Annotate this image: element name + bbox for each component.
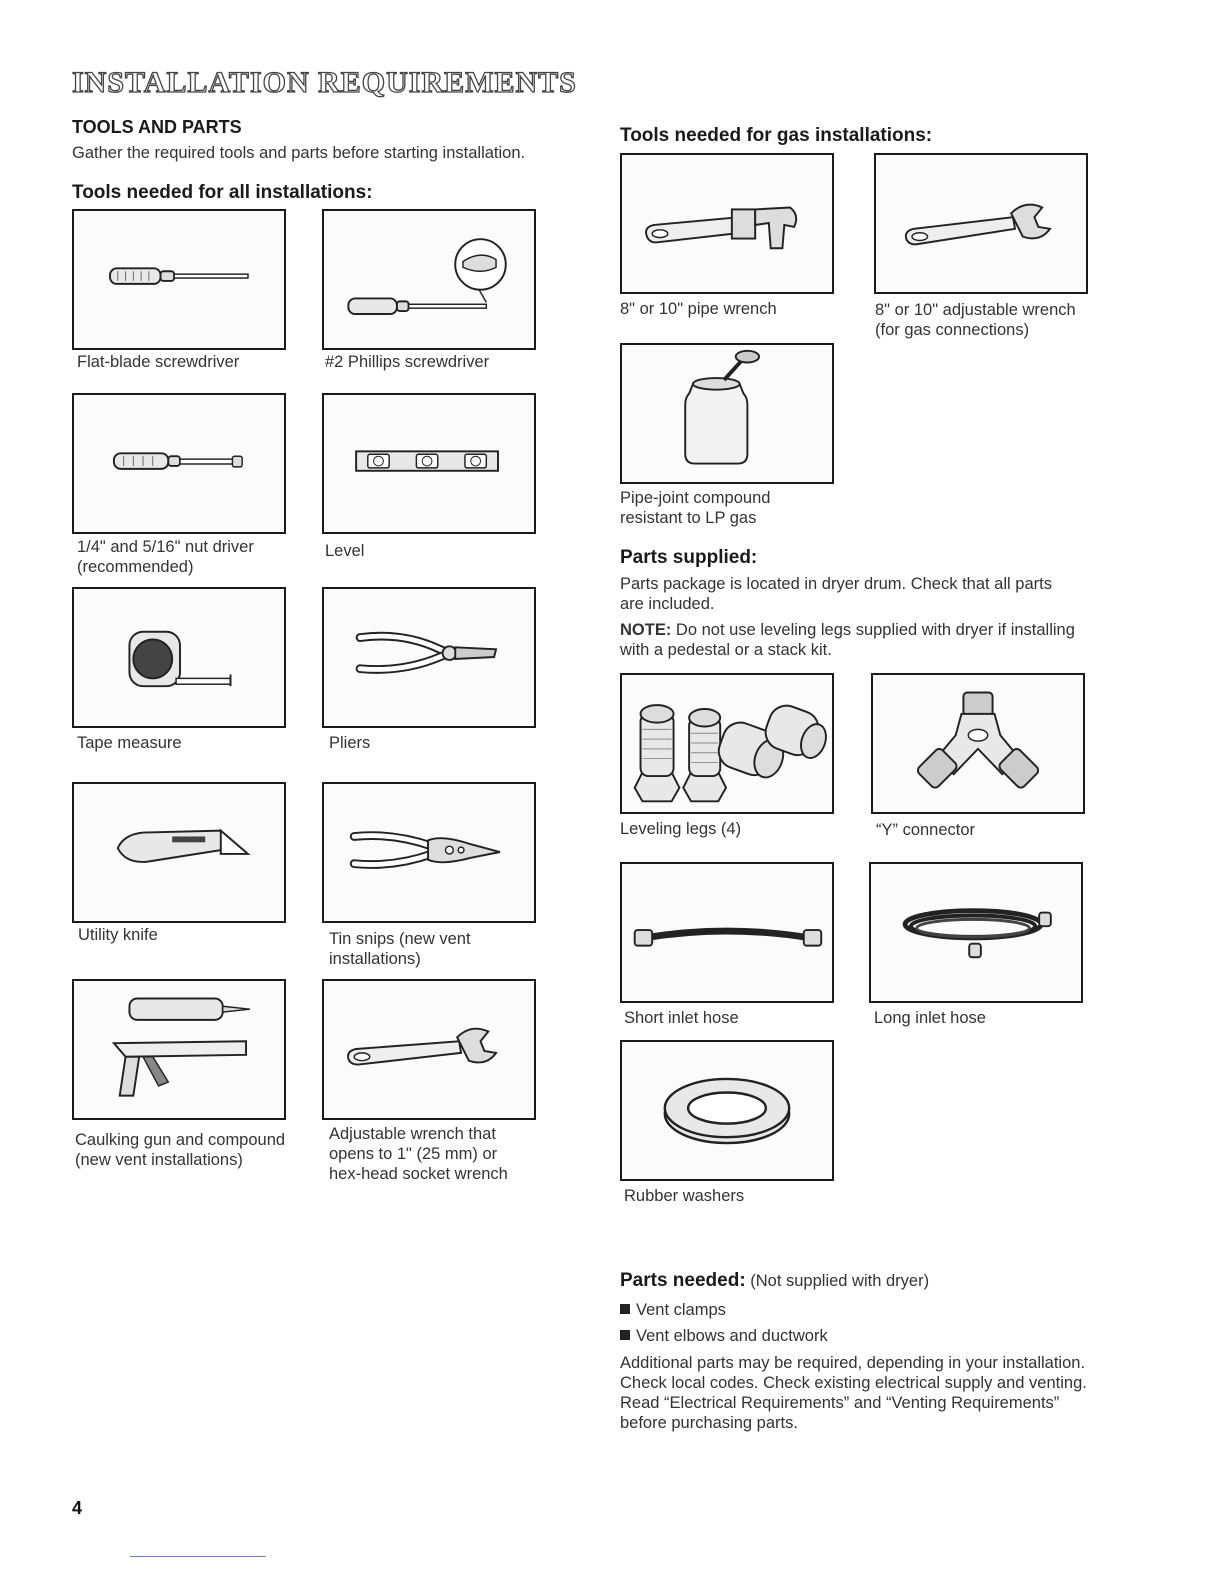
parts-needed-paragraph: Additional parts may be required, depending in your installation. Check local codes. Check existing electrical supply and venting. Read “Electrical Requirements” and “Venting Requirements” before purchasing parts. — [620, 1354, 1087, 1432]
tools-and-parts-heading: TOOLS AND PARTS — [72, 117, 242, 137]
adjustable-wrench-icon — [324, 981, 534, 1118]
parts-supplied-intro: Parts package is located in dryer drum. Check that all parts are included. — [620, 575, 1052, 613]
rubber-washer-icon — [622, 1042, 832, 1179]
caption-flat-blade-screwdriver: Flat-blade screwdriver — [77, 353, 240, 371]
tool-card-nut-driver — [72, 393, 286, 534]
caption-y-connector: “Y” connector — [876, 821, 976, 839]
part-card-y-connector — [871, 673, 1085, 814]
caption-gas-adjustable-wrench: 8" or 10" adjustable wrench (for gas connections) — [875, 301, 1076, 339]
pipe-wrench-icon — [622, 155, 832, 292]
tools-and-parts-intro: Gather the required tools and parts before starting installation. — [72, 144, 526, 162]
page-number: 4 — [72, 1498, 83, 1518]
note-label: NOTE: — [620, 621, 672, 639]
caption-pipe-joint-compound: Pipe-joint compound resistant to LP gas — [620, 489, 771, 527]
pipe-joint-compound-icon — [622, 345, 832, 482]
tool-card-phillips-screwdriver — [322, 209, 536, 350]
tool-card-tin-snips — [322, 782, 536, 923]
tool-card-flat-blade-screwdriver — [72, 209, 286, 350]
y-connector-icon — [873, 675, 1083, 812]
footer-rule — [130, 1556, 266, 1557]
part-card-long-inlet-hose — [869, 862, 1083, 1003]
tool-card-adjustable-wrench — [322, 979, 536, 1120]
gas-installations-heading: Tools needed for gas installations: — [620, 125, 933, 146]
caption-rubber-washers: Rubber washers — [624, 1187, 745, 1205]
parts-supplied-note: NOTE: Do not use leveling legs supplied with dryer if installing with a pedestal or a stack kit. — [620, 621, 1075, 659]
long-inlet-hose-icon — [871, 864, 1081, 1001]
adjustable-wrench-icon — [876, 155, 1086, 292]
short-inlet-hose-icon — [622, 864, 832, 1001]
tool-card-level — [322, 393, 536, 534]
caption-long-inlet-hose: Long inlet hose — [874, 1009, 986, 1027]
caption-nut-driver: 1/4" and 5/16" nut driver (recommended) — [77, 538, 254, 576]
pliers-icon — [324, 589, 534, 726]
caption-short-inlet-hose: Short inlet hose — [624, 1009, 739, 1027]
caption-pipe-wrench: 8" or 10" pipe wrench — [620, 300, 777, 318]
caption-level: Level — [325, 542, 365, 560]
caption-utility-knife: Utility knife — [78, 926, 158, 944]
page-title: INSTALLATION REQUIREMENTS — [72, 66, 577, 99]
flat-blade-screwdriver-icon — [74, 211, 284, 348]
caption-pliers: Pliers — [329, 734, 371, 752]
tool-card-caulking-gun — [72, 979, 286, 1120]
tool-card-utility-knife — [72, 782, 286, 923]
bullet-vent-clamps: Vent clamps — [620, 1301, 726, 1320]
all-installations-heading: Tools needed for all installations: — [72, 182, 373, 203]
nut-driver-icon — [74, 395, 284, 532]
caption-phillips-screwdriver: #2 Phillips screwdriver — [325, 353, 490, 371]
parts-needed-heading: Parts needed: (Not supplied with dryer) — [620, 1270, 930, 1291]
caption-adjustable-wrench: Adjustable wrench that opens to 1" (25 mm) or hex-head socket wrench — [329, 1125, 508, 1183]
part-card-rubber-washers — [620, 1040, 834, 1181]
bullet-icon — [620, 1304, 630, 1314]
caption-caulking-gun: Caulking gun and compound (new vent installations) — [75, 1131, 286, 1169]
bullet-icon — [620, 1330, 630, 1340]
bullet-vent-elbows: Vent elbows and ductwork — [620, 1327, 828, 1346]
tool-card-pliers — [322, 587, 536, 728]
tape-measure-icon — [74, 589, 284, 726]
level-icon — [324, 395, 534, 532]
tool-card-pipe-joint-compound — [620, 343, 834, 484]
caption-tin-snips: Tin snips (new vent installations) — [329, 930, 471, 968]
parts-supplied-heading: Parts supplied: — [620, 547, 758, 568]
part-card-short-inlet-hose — [620, 862, 834, 1003]
utility-knife-icon — [74, 784, 284, 921]
part-card-leveling-legs — [620, 673, 834, 814]
tool-card-gas-adjustable-wrench — [874, 153, 1088, 294]
tin-snips-icon — [324, 784, 534, 921]
tool-card-pipe-wrench — [620, 153, 834, 294]
caption-leveling-legs: Leveling legs (4) — [620, 820, 742, 838]
tool-card-tape-measure — [72, 587, 286, 728]
caulking-gun-icon — [74, 981, 284, 1118]
leveling-legs-icon — [622, 675, 832, 812]
phillips-screwdriver-icon — [324, 211, 534, 348]
caption-tape-measure: Tape measure — [77, 734, 182, 752]
